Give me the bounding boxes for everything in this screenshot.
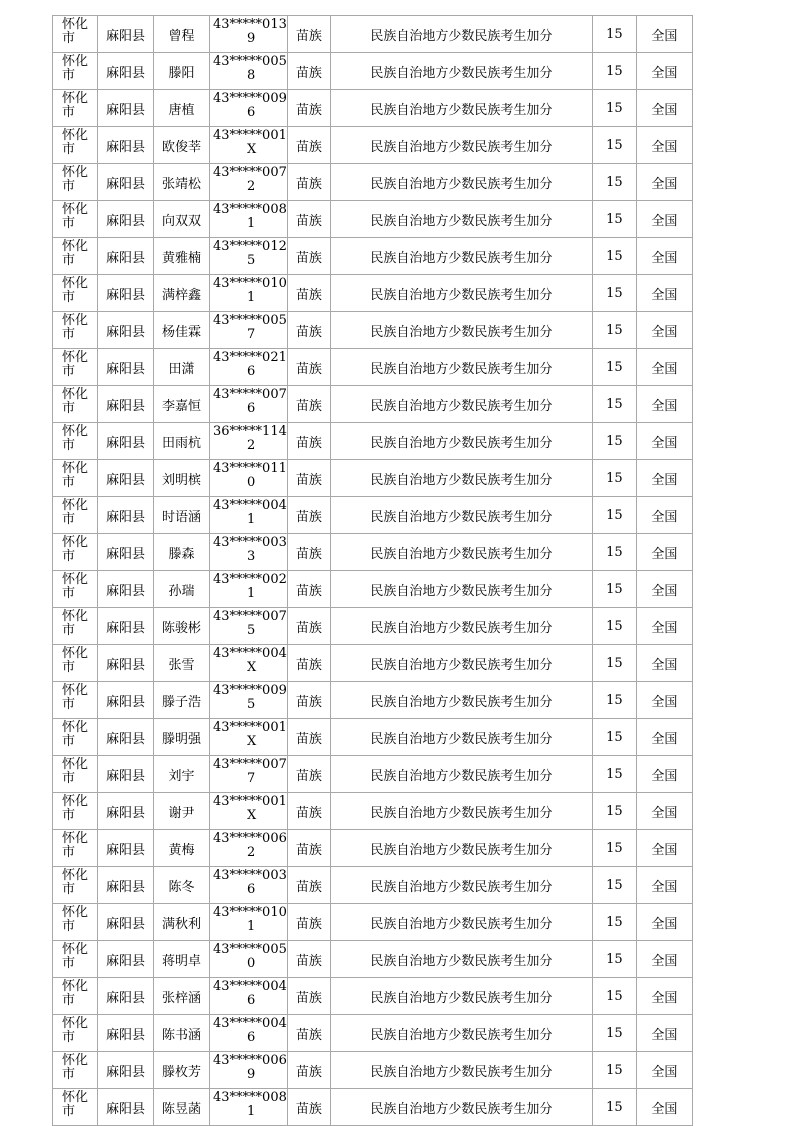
points-cell: 15 bbox=[592, 1052, 636, 1089]
bonus-item-cell: 民族自治地方少数民族考生加分 bbox=[330, 904, 592, 941]
county-cell: 麻阳县 bbox=[98, 571, 154, 608]
name-cell: 曾程 bbox=[154, 16, 210, 53]
bonus-item-cell: 民族自治地方少数民族考生加分 bbox=[330, 719, 592, 756]
bonus-item-cell: 民族自治地方少数民族考生加分 bbox=[330, 497, 592, 534]
county-cell: 麻阳县 bbox=[98, 941, 154, 978]
city-cell: 怀化 市 bbox=[53, 1052, 98, 1089]
ethnicity-cell: 苗族 bbox=[287, 867, 330, 904]
bonus-item-cell: 民族自治地方少数民族考生加分 bbox=[330, 1015, 592, 1052]
points-cell: 15 bbox=[592, 867, 636, 904]
name-cell: 黄梅 bbox=[154, 830, 210, 867]
county-cell: 麻阳县 bbox=[98, 719, 154, 756]
county-cell: 麻阳县 bbox=[98, 53, 154, 90]
scope-cell: 全国 bbox=[636, 1089, 692, 1126]
city-cell: 怀化 市 bbox=[53, 978, 98, 1015]
county-cell: 麻阳县 bbox=[98, 90, 154, 127]
ethnicity-cell: 苗族 bbox=[287, 53, 330, 90]
name-cell: 欧俊莘 bbox=[154, 127, 210, 164]
scope-cell: 全国 bbox=[636, 1015, 692, 1052]
county-cell: 麻阳县 bbox=[98, 275, 154, 312]
name-cell: 李嘉恒 bbox=[154, 386, 210, 423]
name-cell: 田雨杭 bbox=[154, 423, 210, 460]
points-cell: 15 bbox=[592, 1089, 636, 1126]
bonus-item-cell: 民族自治地方少数民族考生加分 bbox=[330, 756, 592, 793]
scope-cell: 全国 bbox=[636, 941, 692, 978]
scope-cell: 全国 bbox=[636, 608, 692, 645]
scope-cell: 全国 bbox=[636, 1052, 692, 1089]
table-body bbox=[53, 16, 693, 1126]
table-row bbox=[53, 312, 693, 349]
table-row bbox=[53, 978, 693, 1015]
county-cell: 麻阳县 bbox=[98, 16, 154, 53]
table-row bbox=[53, 941, 693, 978]
county-cell: 麻阳县 bbox=[98, 1015, 154, 1052]
table-row bbox=[53, 830, 693, 867]
points-cell: 15 bbox=[592, 238, 636, 275]
name-cell: 滕明强 bbox=[154, 719, 210, 756]
name-cell: 张梓涵 bbox=[154, 978, 210, 1015]
name-cell: 时语涵 bbox=[154, 497, 210, 534]
county-cell: 麻阳县 bbox=[98, 460, 154, 497]
city-cell: 怀化 市 bbox=[53, 645, 98, 682]
ethnicity-cell: 苗族 bbox=[287, 1089, 330, 1126]
points-cell: 15 bbox=[592, 534, 636, 571]
name-cell: 谢尹 bbox=[154, 793, 210, 830]
bonus-item-cell: 民族自治地方少数民族考生加分 bbox=[330, 793, 592, 830]
scope-cell: 全国 bbox=[636, 275, 692, 312]
id-number-cell: 43*****010 1 bbox=[210, 275, 288, 312]
name-cell: 陈书涵 bbox=[154, 1015, 210, 1052]
ethnicity-cell: 苗族 bbox=[287, 238, 330, 275]
scope-cell: 全国 bbox=[636, 127, 692, 164]
scope-cell: 全国 bbox=[636, 867, 692, 904]
id-number-cell: 43*****007 5 bbox=[210, 608, 288, 645]
table-row bbox=[53, 201, 693, 238]
county-cell: 麻阳县 bbox=[98, 1052, 154, 1089]
scope-cell: 全国 bbox=[636, 719, 692, 756]
points-cell: 15 bbox=[592, 645, 636, 682]
bonus-item-cell: 民族自治地方少数民族考生加分 bbox=[330, 1089, 592, 1126]
id-number-cell: 43*****008 1 bbox=[210, 201, 288, 238]
county-cell: 麻阳县 bbox=[98, 423, 154, 460]
table-row bbox=[53, 53, 693, 90]
name-cell: 满秋利 bbox=[154, 904, 210, 941]
id-number-cell: 43*****011 0 bbox=[210, 460, 288, 497]
scope-cell: 全国 bbox=[636, 238, 692, 275]
name-cell: 滕森 bbox=[154, 534, 210, 571]
ethnicity-cell: 苗族 bbox=[287, 423, 330, 460]
table-row bbox=[53, 423, 693, 460]
city-cell: 怀化 市 bbox=[53, 53, 98, 90]
id-number-cell: 43*****001 X bbox=[210, 127, 288, 164]
bonus-item-cell: 民族自治地方少数民族考生加分 bbox=[330, 201, 592, 238]
bonus-item-cell: 民族自治地方少数民族考生加分 bbox=[330, 867, 592, 904]
city-cell: 怀化 市 bbox=[53, 682, 98, 719]
table-row bbox=[53, 534, 693, 571]
id-number-cell: 43*****007 7 bbox=[210, 756, 288, 793]
scope-cell: 全国 bbox=[636, 53, 692, 90]
scope-cell: 全国 bbox=[636, 571, 692, 608]
city-cell: 怀化 市 bbox=[53, 904, 98, 941]
city-cell: 怀化 市 bbox=[53, 756, 98, 793]
county-cell: 麻阳县 bbox=[98, 201, 154, 238]
county-cell: 麻阳县 bbox=[98, 497, 154, 534]
id-number-cell: 43*****008 1 bbox=[210, 1089, 288, 1126]
id-number-cell: 43*****001 X bbox=[210, 719, 288, 756]
id-number-cell: 43*****009 5 bbox=[210, 682, 288, 719]
city-cell: 怀化 市 bbox=[53, 201, 98, 238]
points-cell: 15 bbox=[592, 312, 636, 349]
scope-cell: 全国 bbox=[636, 793, 692, 830]
id-number-cell: 43*****006 9 bbox=[210, 1052, 288, 1089]
city-cell: 怀化 市 bbox=[53, 275, 98, 312]
table-row bbox=[53, 571, 693, 608]
county-cell: 麻阳县 bbox=[98, 978, 154, 1015]
ethnicity-cell: 苗族 bbox=[287, 534, 330, 571]
points-cell: 15 bbox=[592, 90, 636, 127]
table-row bbox=[53, 386, 693, 423]
bonus-item-cell: 民族自治地方少数民族考生加分 bbox=[330, 127, 592, 164]
bonus-item-cell: 民族自治地方少数民族考生加分 bbox=[330, 941, 592, 978]
scope-cell: 全国 bbox=[636, 386, 692, 423]
name-cell: 陈冬 bbox=[154, 867, 210, 904]
scope-cell: 全国 bbox=[636, 830, 692, 867]
county-cell: 麻阳县 bbox=[98, 756, 154, 793]
bonus-item-cell: 民族自治地方少数民族考生加分 bbox=[330, 978, 592, 1015]
city-cell: 怀化 市 bbox=[53, 534, 98, 571]
id-number-cell: 43*****003 6 bbox=[210, 867, 288, 904]
county-cell: 麻阳县 bbox=[98, 904, 154, 941]
county-cell: 麻阳县 bbox=[98, 645, 154, 682]
id-number-cell: 43*****006 2 bbox=[210, 830, 288, 867]
scope-cell: 全国 bbox=[636, 978, 692, 1015]
table-row bbox=[53, 645, 693, 682]
scope-cell: 全国 bbox=[636, 90, 692, 127]
points-cell: 15 bbox=[592, 904, 636, 941]
ethnicity-cell: 苗族 bbox=[287, 312, 330, 349]
id-number-cell: 43*****004 6 bbox=[210, 1015, 288, 1052]
points-cell: 15 bbox=[592, 682, 636, 719]
id-number-cell: 43*****001 X bbox=[210, 793, 288, 830]
points-cell: 15 bbox=[592, 53, 636, 90]
scope-cell: 全国 bbox=[636, 164, 692, 201]
scope-cell: 全国 bbox=[636, 904, 692, 941]
ethnicity-cell: 苗族 bbox=[287, 756, 330, 793]
scope-cell: 全国 bbox=[636, 349, 692, 386]
name-cell: 向双双 bbox=[154, 201, 210, 238]
ethnicity-cell: 苗族 bbox=[287, 16, 330, 53]
table-row bbox=[53, 1015, 693, 1052]
points-cell: 15 bbox=[592, 608, 636, 645]
table-row bbox=[53, 793, 693, 830]
points-cell: 15 bbox=[592, 423, 636, 460]
id-number-cell: 43*****010 1 bbox=[210, 904, 288, 941]
points-cell: 15 bbox=[592, 201, 636, 238]
city-cell: 怀化 市 bbox=[53, 830, 98, 867]
ethnicity-cell: 苗族 bbox=[287, 460, 330, 497]
scope-cell: 全国 bbox=[636, 201, 692, 238]
bonus-item-cell: 民族自治地方少数民族考生加分 bbox=[330, 386, 592, 423]
table-row bbox=[53, 349, 693, 386]
bonus-item-cell: 民族自治地方少数民族考生加分 bbox=[330, 275, 592, 312]
bonus-item-cell: 民族自治地方少数民族考生加分 bbox=[330, 571, 592, 608]
city-cell: 怀化 市 bbox=[53, 497, 98, 534]
ethnicity-cell: 苗族 bbox=[287, 386, 330, 423]
id-number-cell: 36*****114 2 bbox=[210, 423, 288, 460]
id-number-cell: 43*****004 1 bbox=[210, 497, 288, 534]
id-number-cell: 43*****005 0 bbox=[210, 941, 288, 978]
points-cell: 15 bbox=[592, 386, 636, 423]
bonus-item-cell: 民族自治地方少数民族考生加分 bbox=[330, 423, 592, 460]
ethnicity-cell: 苗族 bbox=[287, 164, 330, 201]
name-cell: 田潇 bbox=[154, 349, 210, 386]
id-number-cell: 43*****007 2 bbox=[210, 164, 288, 201]
bonus-item-cell: 民族自治地方少数民族考生加分 bbox=[330, 645, 592, 682]
points-cell: 15 bbox=[592, 127, 636, 164]
county-cell: 麻阳县 bbox=[98, 793, 154, 830]
ethnicity-cell: 苗族 bbox=[287, 90, 330, 127]
bonus-item-cell: 民族自治地方少数民族考生加分 bbox=[330, 1052, 592, 1089]
table-row bbox=[53, 719, 693, 756]
ethnicity-cell: 苗族 bbox=[287, 608, 330, 645]
document-sheet bbox=[52, 15, 693, 1126]
points-cell: 15 bbox=[592, 941, 636, 978]
county-cell: 麻阳县 bbox=[98, 238, 154, 275]
table-row bbox=[53, 275, 693, 312]
id-number-cell: 43*****004 6 bbox=[210, 978, 288, 1015]
name-cell: 蒋明卓 bbox=[154, 941, 210, 978]
table-row bbox=[53, 90, 693, 127]
city-cell: 怀化 市 bbox=[53, 164, 98, 201]
city-cell: 怀化 市 bbox=[53, 571, 98, 608]
id-number-cell: 43*****003 3 bbox=[210, 534, 288, 571]
city-cell: 怀化 市 bbox=[53, 1015, 98, 1052]
name-cell: 陈骏彬 bbox=[154, 608, 210, 645]
city-cell: 怀化 市 bbox=[53, 719, 98, 756]
points-cell: 15 bbox=[592, 16, 636, 53]
ethnicity-cell: 苗族 bbox=[287, 201, 330, 238]
county-cell: 麻阳县 bbox=[98, 1089, 154, 1126]
county-cell: 麻阳县 bbox=[98, 830, 154, 867]
points-cell: 15 bbox=[592, 830, 636, 867]
bonus-points-table bbox=[52, 15, 693, 1126]
id-number-cell: 43*****009 6 bbox=[210, 90, 288, 127]
county-cell: 麻阳县 bbox=[98, 312, 154, 349]
table-row bbox=[53, 867, 693, 904]
id-number-cell: 43*****021 6 bbox=[210, 349, 288, 386]
ethnicity-cell: 苗族 bbox=[287, 904, 330, 941]
city-cell: 怀化 市 bbox=[53, 127, 98, 164]
city-cell: 怀化 市 bbox=[53, 423, 98, 460]
city-cell: 怀化 市 bbox=[53, 386, 98, 423]
points-cell: 15 bbox=[592, 1015, 636, 1052]
bonus-item-cell: 民族自治地方少数民族考生加分 bbox=[330, 16, 592, 53]
points-cell: 15 bbox=[592, 460, 636, 497]
table-row bbox=[53, 608, 693, 645]
ethnicity-cell: 苗族 bbox=[287, 349, 330, 386]
city-cell: 怀化 市 bbox=[53, 941, 98, 978]
table-row bbox=[53, 682, 693, 719]
table-row bbox=[53, 16, 693, 53]
ethnicity-cell: 苗族 bbox=[287, 571, 330, 608]
bonus-item-cell: 民族自治地方少数民族考生加分 bbox=[330, 534, 592, 571]
county-cell: 麻阳县 bbox=[98, 349, 154, 386]
table-row bbox=[53, 1089, 693, 1126]
bonus-item-cell: 民族自治地方少数民族考生加分 bbox=[330, 682, 592, 719]
points-cell: 15 bbox=[592, 719, 636, 756]
ethnicity-cell: 苗族 bbox=[287, 127, 330, 164]
ethnicity-cell: 苗族 bbox=[287, 719, 330, 756]
ethnicity-cell: 苗族 bbox=[287, 682, 330, 719]
table-row bbox=[53, 127, 693, 164]
ethnicity-cell: 苗族 bbox=[287, 830, 330, 867]
name-cell: 滕子浩 bbox=[154, 682, 210, 719]
scope-cell: 全国 bbox=[636, 682, 692, 719]
scope-cell: 全国 bbox=[636, 423, 692, 460]
county-cell: 麻阳县 bbox=[98, 386, 154, 423]
scope-cell: 全国 bbox=[636, 312, 692, 349]
city-cell: 怀化 市 bbox=[53, 312, 98, 349]
table-row bbox=[53, 460, 693, 497]
bonus-item-cell: 民族自治地方少数民族考生加分 bbox=[330, 53, 592, 90]
name-cell: 杨佳霖 bbox=[154, 312, 210, 349]
name-cell: 孙瑞 bbox=[154, 571, 210, 608]
county-cell: 麻阳县 bbox=[98, 867, 154, 904]
ethnicity-cell: 苗族 bbox=[287, 497, 330, 534]
city-cell: 怀化 市 bbox=[53, 1089, 98, 1126]
scope-cell: 全国 bbox=[636, 645, 692, 682]
id-number-cell: 43*****013 9 bbox=[210, 16, 288, 53]
city-cell: 怀化 市 bbox=[53, 238, 98, 275]
city-cell: 怀化 市 bbox=[53, 608, 98, 645]
county-cell: 麻阳县 bbox=[98, 164, 154, 201]
bonus-item-cell: 民族自治地方少数民族考生加分 bbox=[330, 830, 592, 867]
scope-cell: 全国 bbox=[636, 16, 692, 53]
points-cell: 15 bbox=[592, 164, 636, 201]
county-cell: 麻阳县 bbox=[98, 534, 154, 571]
city-cell: 怀化 市 bbox=[53, 867, 98, 904]
bonus-item-cell: 民族自治地方少数民族考生加分 bbox=[330, 238, 592, 275]
county-cell: 麻阳县 bbox=[98, 682, 154, 719]
name-cell: 满梓鑫 bbox=[154, 275, 210, 312]
city-cell: 怀化 市 bbox=[53, 793, 98, 830]
name-cell: 刘宇 bbox=[154, 756, 210, 793]
name-cell: 陈昱菡 bbox=[154, 1089, 210, 1126]
scope-cell: 全国 bbox=[636, 497, 692, 534]
bonus-item-cell: 民族自治地方少数民族考生加分 bbox=[330, 608, 592, 645]
ethnicity-cell: 苗族 bbox=[287, 978, 330, 1015]
scope-cell: 全国 bbox=[636, 756, 692, 793]
id-number-cell: 43*****004 X bbox=[210, 645, 288, 682]
ethnicity-cell: 苗族 bbox=[287, 645, 330, 682]
table-row bbox=[53, 164, 693, 201]
table-row bbox=[53, 1052, 693, 1089]
id-number-cell: 43*****012 5 bbox=[210, 238, 288, 275]
city-cell: 怀化 市 bbox=[53, 90, 98, 127]
bonus-item-cell: 民族自治地方少数民族考生加分 bbox=[330, 349, 592, 386]
name-cell: 滕阳 bbox=[154, 53, 210, 90]
ethnicity-cell: 苗族 bbox=[287, 793, 330, 830]
scope-cell: 全国 bbox=[636, 460, 692, 497]
ethnicity-cell: 苗族 bbox=[287, 275, 330, 312]
table-row bbox=[53, 756, 693, 793]
bonus-item-cell: 民族自治地方少数民族考生加分 bbox=[330, 90, 592, 127]
points-cell: 15 bbox=[592, 349, 636, 386]
id-number-cell: 43*****002 1 bbox=[210, 571, 288, 608]
name-cell: 刘明槟 bbox=[154, 460, 210, 497]
bonus-item-cell: 民族自治地方少数民族考生加分 bbox=[330, 164, 592, 201]
id-number-cell: 43*****007 6 bbox=[210, 386, 288, 423]
name-cell: 滕枚芳 bbox=[154, 1052, 210, 1089]
table-row bbox=[53, 497, 693, 534]
id-number-cell: 43*****005 8 bbox=[210, 53, 288, 90]
id-number-cell: 43*****005 7 bbox=[210, 312, 288, 349]
bonus-item-cell: 民族自治地方少数民族考生加分 bbox=[330, 460, 592, 497]
county-cell: 麻阳县 bbox=[98, 127, 154, 164]
ethnicity-cell: 苗族 bbox=[287, 941, 330, 978]
city-cell: 怀化 市 bbox=[53, 460, 98, 497]
name-cell: 唐植 bbox=[154, 90, 210, 127]
city-cell: 怀化 市 bbox=[53, 349, 98, 386]
points-cell: 15 bbox=[592, 497, 636, 534]
table-row bbox=[53, 904, 693, 941]
ethnicity-cell: 苗族 bbox=[287, 1015, 330, 1052]
city-cell: 怀化 市 bbox=[53, 16, 98, 53]
bonus-item-cell: 民族自治地方少数民族考生加分 bbox=[330, 312, 592, 349]
ethnicity-cell: 苗族 bbox=[287, 1052, 330, 1089]
name-cell: 黄雅楠 bbox=[154, 238, 210, 275]
county-cell: 麻阳县 bbox=[98, 608, 154, 645]
points-cell: 15 bbox=[592, 793, 636, 830]
points-cell: 15 bbox=[592, 275, 636, 312]
scope-cell: 全国 bbox=[636, 534, 692, 571]
name-cell: 张雪 bbox=[154, 645, 210, 682]
table-row bbox=[53, 238, 693, 275]
points-cell: 15 bbox=[592, 978, 636, 1015]
points-cell: 15 bbox=[592, 571, 636, 608]
points-cell: 15 bbox=[592, 756, 636, 793]
name-cell: 张靖松 bbox=[154, 164, 210, 201]
